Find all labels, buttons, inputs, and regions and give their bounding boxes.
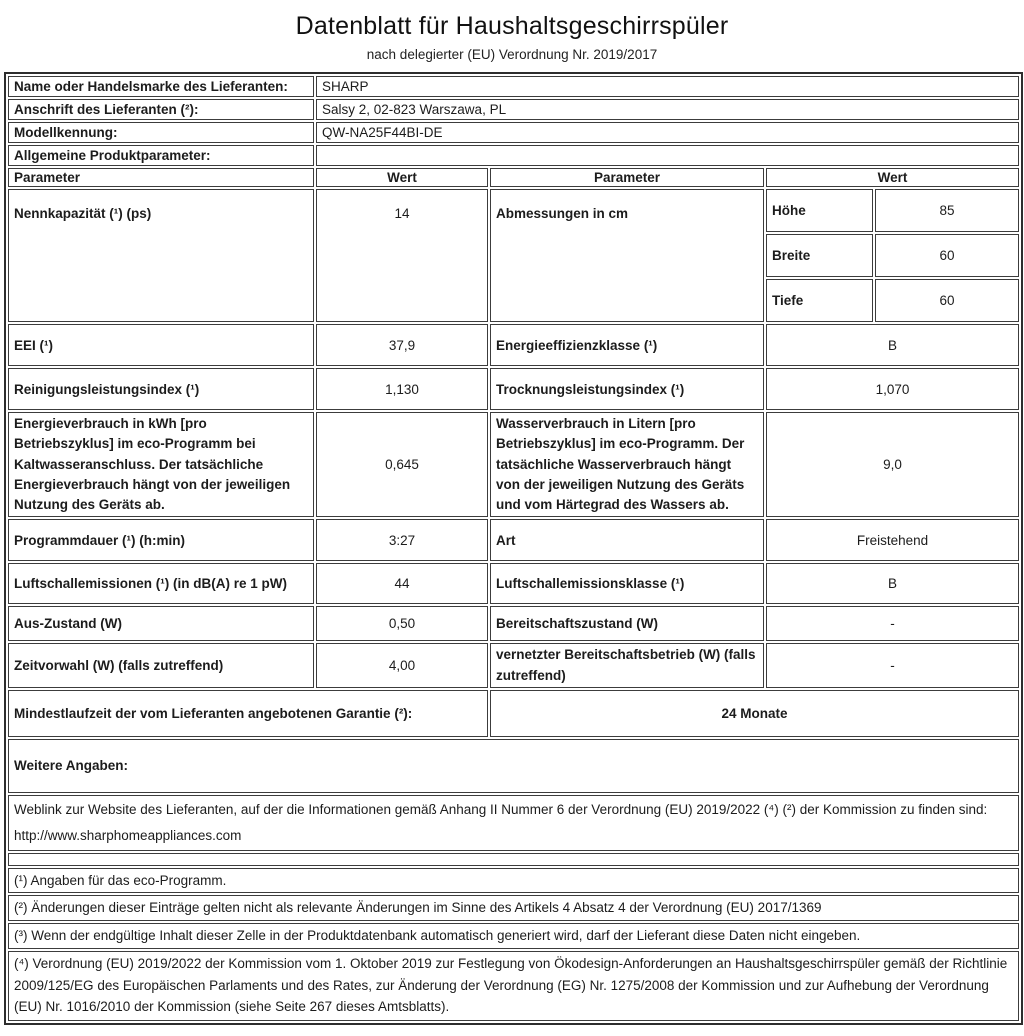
dimension-depth-value: 60: [875, 279, 1019, 322]
water-consumption-label: Wasserverbrauch in Litern [pro Betriebszyklus] im eco-Programm. Der tatsächliche Wasserverbrauch hängt von der jeweiligen Nutzung des Geräts und vom Härtegrad des Wassers ab.: [490, 412, 764, 517]
col-header-wert-right: Wert: [766, 168, 1019, 187]
dimension-depth-label: Tiefe: [766, 279, 873, 322]
dimension-height-value: 85: [875, 189, 1019, 232]
energy-consumption-label: Energieverbrauch in kWh [pro Betriebszyklus] im eco-Programm bei Kaltwasseranschluss. Der tatsächliche Energieverbrauch hängt von der jeweiligen Nutzung des Geräts ab.: [8, 412, 314, 517]
col-header-parameter-left: Parameter: [8, 168, 314, 187]
program-duration-value: 3:27: [316, 519, 488, 561]
footnote-4-row: [8, 951, 1019, 1021]
eei-label: EEI (¹): [8, 324, 314, 366]
general-params-empty-cell: [316, 145, 1019, 166]
dimension-width-label: Breite: [766, 234, 873, 277]
energy-consumption-value: 0,645: [316, 412, 488, 517]
cleaning-index-label: Reinigungsleistungsindex (¹): [8, 368, 314, 410]
type-value: Freistehend: [766, 519, 1019, 561]
guarantee-row: [8, 690, 1019, 737]
off-mode-label: Aus-Zustand (W): [8, 606, 314, 641]
model-id-row: [8, 122, 1019, 143]
footnote-3: (³) Wenn der endgültige Inhalt dieser Zelle in der Produktdatenbank automatisch generiert wird, darf der Lieferant diese Daten nicht eingeben.: [8, 923, 1019, 949]
column-header-row: [8, 168, 1019, 187]
energy-consumption-row: [8, 412, 1019, 517]
spacer-cell: [8, 853, 1019, 866]
drying-index-value: 1,070: [766, 368, 1019, 410]
page-title: Datenblatt für Haushaltsgeschirrspüler: [295, 12, 729, 40]
cleaning-index-value: 1,130: [316, 368, 488, 410]
footnote-1: (¹) Angaben für das eco-Programm.: [8, 868, 1019, 894]
further-info-row: [8, 739, 1019, 793]
delay-start-label: Zeitvorwahl (W) (falls zutreffend): [8, 643, 314, 688]
supplier-name-label: Name oder Handelsmarke des Lieferanten:: [8, 76, 314, 97]
further-info-label: Weitere Angaben:: [8, 739, 1019, 793]
footnote-1-row: [8, 868, 1019, 894]
noise-class-value: B: [766, 563, 1019, 604]
standby-label: Bereitschaftszustand (W): [490, 606, 764, 641]
program-duration-row: [8, 519, 1019, 561]
general-params-row: [8, 145, 1019, 166]
supplier-name-value: SHARP: [316, 76, 1019, 97]
standby-value: -: [766, 606, 1019, 641]
dimensions-label: Abmessungen in cm: [490, 189, 764, 322]
page-subtitle: nach delegierter (EU) Verordnung Nr. 2019/2017: [366, 47, 658, 62]
col-header-wert-left: Wert: [316, 168, 488, 187]
weblink-text: Weblink zur Website des Lieferanten, auf der die Informationen gemäß Anhang II Nummer 6 der Verordnung (EU) 2019/2022 (⁴) (²) der Kommission zu finden sind: http://www.sharphomeappliances.com: [8, 795, 1019, 851]
energy-class-label: Energieeffizienzklasse (¹): [490, 324, 764, 366]
footnote-2-row: [8, 895, 1019, 921]
supplier-address-row: [8, 99, 1019, 120]
footnote-3-row: [8, 923, 1019, 949]
spacer-row: [8, 853, 1019, 866]
off-mode-row: [8, 606, 1019, 641]
guarantee-label: Mindestlaufzeit der vom Lieferanten angebotenen Garantie (²):: [8, 690, 488, 737]
cleaning-index-row: [8, 368, 1019, 410]
capacity-value: 14: [316, 189, 488, 322]
capacity-label: Nennkapazität (¹) (ps): [8, 189, 314, 322]
water-consumption-value: 9,0: [766, 412, 1019, 517]
networked-standby-value: -: [766, 643, 1019, 688]
datasheet-table: [4, 72, 1023, 1025]
dimension-height-label: Höhe: [766, 189, 873, 232]
noise-label: Luftschallemissionen (¹) (in dB(A) re 1 pW): [8, 563, 314, 604]
type-label: Art: [490, 519, 764, 561]
drying-index-label: Trocknungsleistungsindex (¹): [490, 368, 764, 410]
dimension-width-value: 60: [875, 234, 1019, 277]
noise-row: [8, 563, 1019, 604]
weblink-row: [8, 795, 1019, 851]
delay-start-row: [8, 643, 1019, 688]
guarantee-value: 24 Monate: [490, 690, 1019, 737]
networked-standby-label: vernetzter Bereitschaftsbetrieb (W) (falls zutreffend): [490, 643, 764, 688]
model-id-value: QW-NA25F44BI-DE: [316, 122, 1019, 143]
delay-start-value: 4,00: [316, 643, 488, 688]
energy-class-value: B: [766, 324, 1019, 366]
supplier-address-label: Anschrift des Lieferanten (²):: [8, 99, 314, 120]
capacity-row: [8, 189, 1019, 232]
eei-value: 37,9: [316, 324, 488, 366]
model-id-label: Modellkennung:: [8, 122, 314, 143]
footnote-4: (⁴) Verordnung (EU) 2019/2022 der Kommission vom 1. Oktober 2019 zur Festlegung von Ökodesign-Anforderungen an Haushaltsgeschirrspüler gemäß der Richtlinie 2009/125/EG des Europäischen Parlaments und des Rates, zur Änderung der Verordnung (EG) Nr. 1275/2008 der Kommission und zur Aufhebung der Verordnung (EU) Nr. 1016/2010 der Kommission (siehe Seite 267 dieses Amtsblatts).: [8, 951, 1019, 1021]
footnote-2: (²) Änderungen dieser Einträge gelten nicht als relevante Änderungen im Sinne des Artikels 4 Absatz 4 der Verordnung (EU) 2017/1369: [8, 895, 1019, 921]
general-params-label: Allgemeine Produktparameter:: [8, 145, 314, 166]
eei-row: [8, 324, 1019, 366]
supplier-name-row: [8, 76, 1019, 97]
col-header-parameter-right: Parameter: [490, 168, 764, 187]
program-duration-label: Programmdauer (¹) (h:min): [8, 519, 314, 561]
noise-value: 44: [316, 563, 488, 604]
supplier-address-value: Salsy 2, 02-823 Warszawa, PL: [316, 99, 1019, 120]
noise-class-label: Luftschallemissionsklasse (¹): [490, 563, 764, 604]
off-mode-value: 0,50: [316, 606, 488, 641]
